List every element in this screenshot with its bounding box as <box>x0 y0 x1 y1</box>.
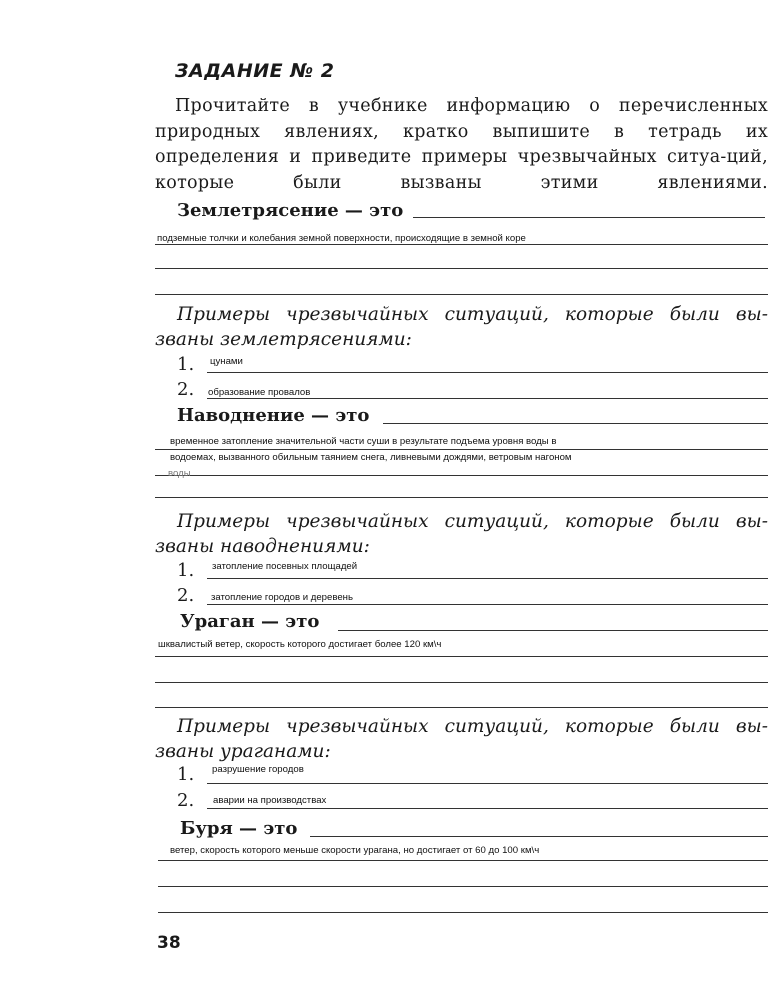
example-flood-1: затопление посевных площадей <box>212 561 358 572</box>
definition-flood-2: водоемах, вызванного обильным таянием снега, ливневыми дождями, ветровым нагоном <box>170 452 572 463</box>
example-earthquake-2: образование провалов <box>208 387 311 398</box>
definition-flood-1: временное затопление значительной части суши в результате подъема уровня воды в <box>170 436 557 447</box>
answer-line <box>158 860 768 861</box>
example-flood-2: затопление городов и деревень <box>211 592 353 603</box>
list-number: 1. <box>177 764 195 785</box>
answer-line <box>155 656 768 657</box>
answer-line <box>207 604 768 605</box>
definition-flood-3: воды <box>168 468 191 479</box>
answer-line <box>207 808 768 809</box>
examples-prompt-hurricane: Примеры чрезвычайных ситуаций, которые были вы-званы ураганами: <box>155 716 768 762</box>
answer-line <box>155 294 768 295</box>
answer-line <box>155 707 768 708</box>
task-title: ЗАДАНИЕ № 2 <box>175 60 335 82</box>
answer-line <box>207 578 768 579</box>
example-earthquake-1: цунами <box>210 356 243 367</box>
answer-line <box>413 217 765 218</box>
answer-line <box>310 836 768 837</box>
term-hurricane: Ураган — это <box>180 611 320 632</box>
answer-line <box>207 372 768 373</box>
instructions: Прочитайте в учебнике информацию о перечисленных природных явлениях, кратко выпишите в тетрадь их определения и приведите примеры чрезвычайных ситуа-ций, которые были вызваны этими явлениями. <box>155 96 768 193</box>
answer-line <box>155 497 768 498</box>
list-number: 1. <box>177 354 195 375</box>
list-number: 2. <box>177 585 195 606</box>
term-flood: Наводнение — это <box>177 405 370 426</box>
answer-line <box>155 449 768 450</box>
examples-prompt-flood: Примеры чрезвычайных ситуаций, которые были вы-званы наводнениями: <box>155 511 768 557</box>
examples-prompt-earthquake: Примеры чрезвычайных ситуаций, которые были вы-званы землетрясениями: <box>155 304 768 350</box>
definition-hurricane: шквалистый ветер, скорость которого достигает более 120 км\ч <box>158 639 442 650</box>
answer-line <box>155 268 768 269</box>
term-earthquake: Землетрясение — это <box>177 200 404 221</box>
answer-line <box>338 630 768 631</box>
list-number: 2. <box>177 790 195 811</box>
answer-line <box>383 423 768 424</box>
answer-line <box>155 244 768 245</box>
answer-line <box>207 398 768 399</box>
answer-line <box>155 682 768 683</box>
term-storm: Буря — это <box>180 818 298 839</box>
list-number: 1. <box>177 560 195 581</box>
answer-line <box>158 912 768 913</box>
list-number: 2. <box>177 379 195 400</box>
definition-earthquake: подземные толчки и колебания земной поверхности, происходящие в земной коре <box>157 233 526 244</box>
answer-line <box>155 475 768 476</box>
definition-storm: ветер, скорость которого меньше скорости урагана, но достигает от 60 до 100 км\ч <box>170 845 540 856</box>
example-hurricane-2: аварии на производствах <box>213 795 327 806</box>
page-number: 38 <box>157 933 181 953</box>
answer-line <box>207 783 768 784</box>
example-hurricane-1: разрушение городов <box>212 764 304 775</box>
answer-line <box>158 886 768 887</box>
